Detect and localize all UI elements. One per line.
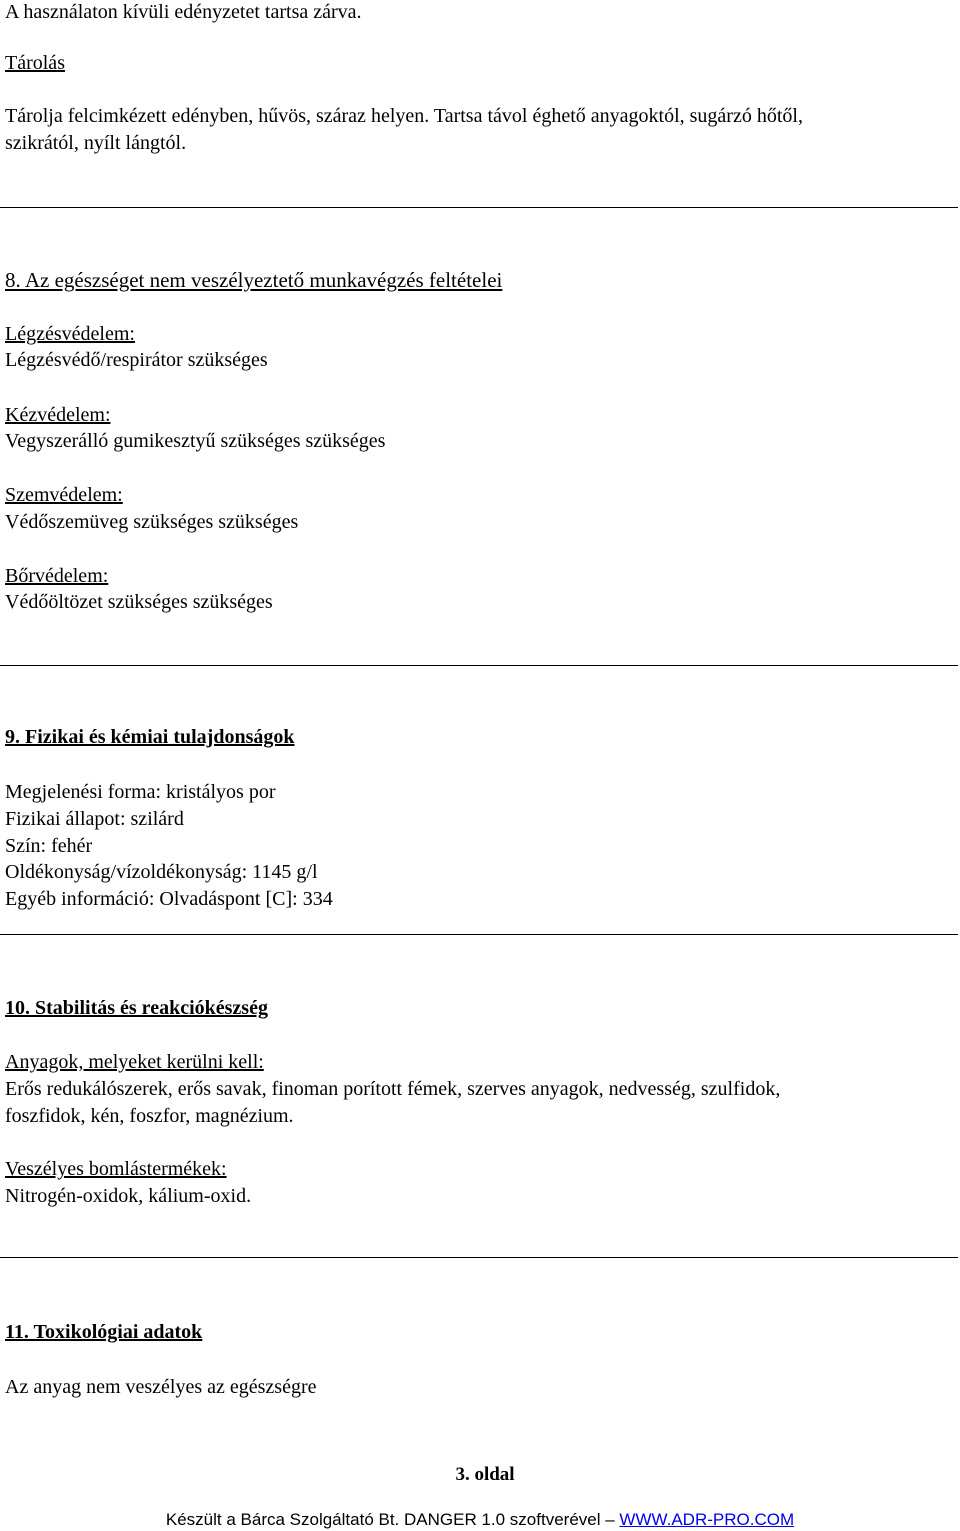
footer xyxy=(0,1509,960,1531)
property-line: Szín: fehér xyxy=(5,835,93,857)
avoid-materials-label: Anyagok, melyeket kerülni kell: xyxy=(5,1051,264,1073)
intro-text: A használaton kívüli edényzetet tartsa zárva. xyxy=(5,1,362,23)
respiratory-value: Légzésvédő/respirátor szükséges xyxy=(5,349,268,371)
divider xyxy=(0,934,958,935)
skin-protection-value: Védőöltözet szükséges szükséges xyxy=(5,591,273,613)
skin-protection-label: Bőrvédelem: xyxy=(5,565,109,587)
section11-text: Az anyag nem veszélyes az egészségre xyxy=(5,1376,317,1398)
property-line: Fizikai állapot: szilárd xyxy=(5,808,184,830)
property-line: Megjelenési forma: kristályos por xyxy=(5,781,276,803)
divider xyxy=(0,665,958,666)
divider xyxy=(0,1257,958,1258)
avoid-materials-line2: foszfidok, kén, foszfor, magnézium. xyxy=(5,1105,294,1127)
footer-text: Készült a Bárca Szolgáltató Bt. DANGER 1.0 szoftverével – xyxy=(165,1510,620,1529)
respiratory-label: Légzésvédelem: xyxy=(5,323,135,345)
property-line: Egyéb információ: Olvadáspont [C]: 334 xyxy=(5,888,333,910)
hand-protection-label: Kézvédelem: xyxy=(5,404,111,426)
storage-heading: Tárolás xyxy=(5,52,65,74)
avoid-materials-line1: Erős redukálószerek, erős savak, finoman porított fémek, szerves anyagok, nedvesség, szulfidok, xyxy=(5,1078,781,1100)
storage-text-line1: Tárolja felcimkézett edényben, hűvös, száraz helyen. Tartsa távol éghető anyagoktól, sugárzó hőtől, xyxy=(5,105,803,127)
hand-protection-value: Vegyszerálló gumikesztyű szükséges szükséges xyxy=(5,430,386,452)
page-number: 3. oldal xyxy=(455,1464,515,1485)
footer-link[interactable]: WWW.ADR-PRO.COM xyxy=(619,1510,795,1529)
decomposition-value: Nitrogén-oxidok, kálium-oxid. xyxy=(5,1185,252,1207)
divider xyxy=(0,207,958,208)
eye-protection-label: Szemvédelem: xyxy=(5,484,123,506)
property-line: Oldékonyság/vízoldékonyság: 1145 g/l xyxy=(5,861,318,883)
decomposition-label: Veszélyes bomlástermékek: xyxy=(5,1158,227,1180)
section9-title: 9. Fizikai és kémiai tulajdonságok xyxy=(5,726,295,748)
section10-title: 10. Stabilitás és reakciókészség xyxy=(5,997,268,1019)
section11-title: 11. Toxikológiai adatok xyxy=(5,1321,203,1343)
storage-text-line2: szikrától, nyílt lángtól. xyxy=(5,132,187,154)
eye-protection-value: Védőszemüveg szükséges szükséges xyxy=(5,511,299,533)
section8-title: 8. Az egészséget nem veszélyeztető munkavégzés feltételei xyxy=(5,268,503,292)
